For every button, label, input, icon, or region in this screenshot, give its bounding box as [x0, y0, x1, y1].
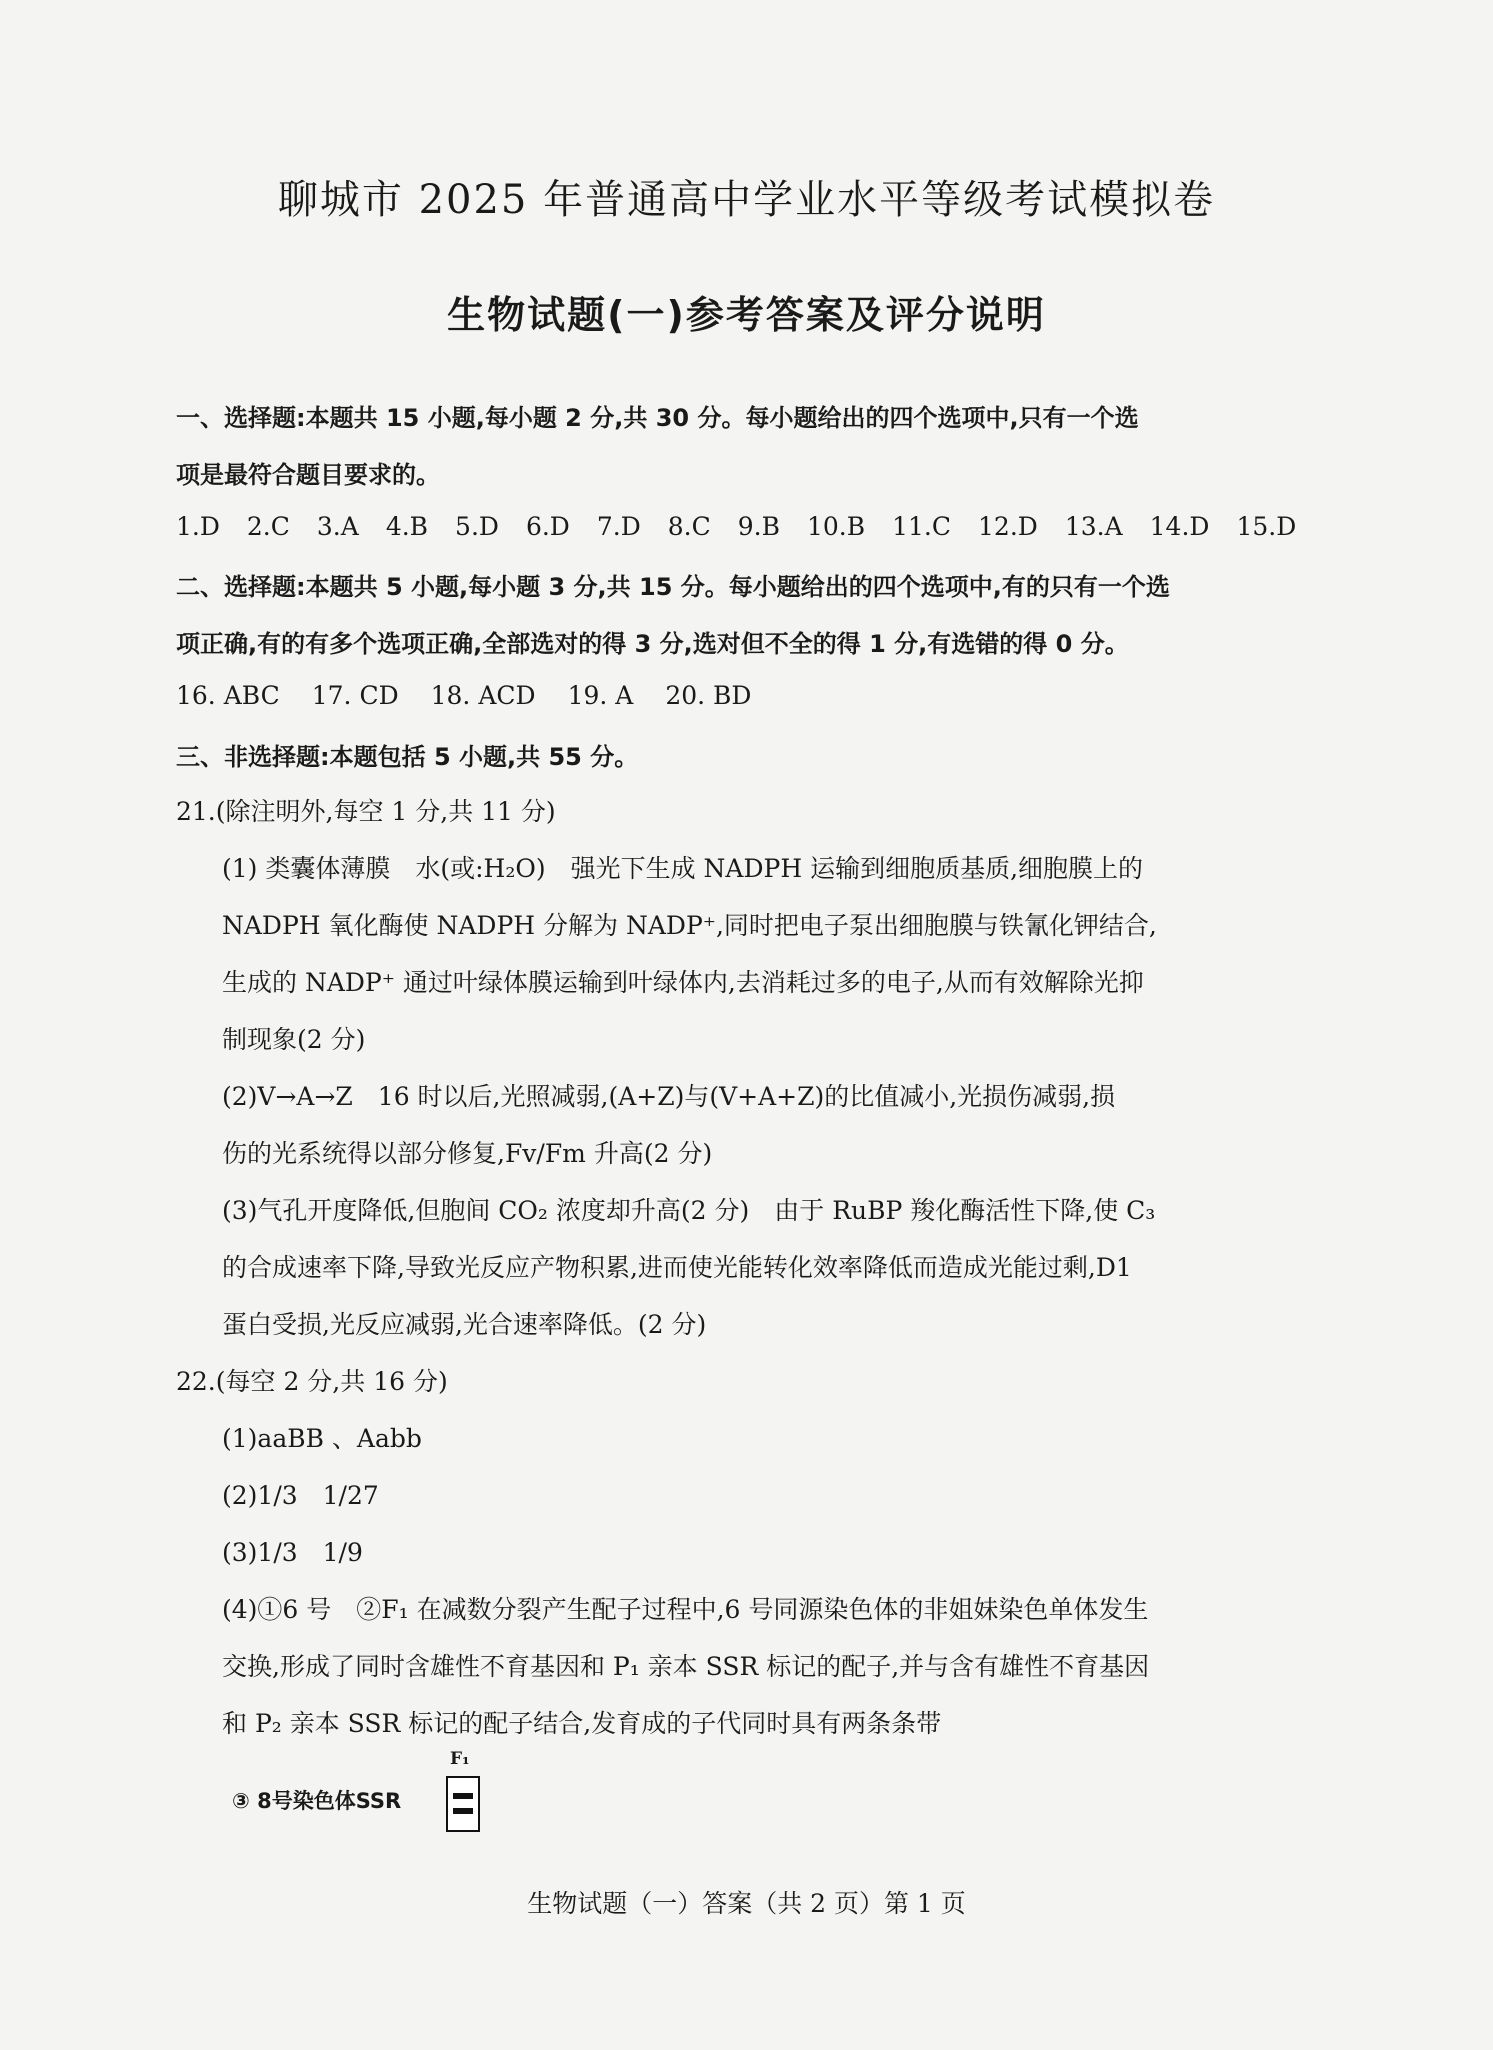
figure-column-label: F₁	[450, 1749, 470, 1769]
q21-line: 的合成速率下降,导致光反应产物积累,进而使光能转化效率降低而造成光能过剩,D1	[222, 1253, 1132, 1282]
answer-item: 17. CD	[311, 681, 399, 710]
answer-item: 3.A	[316, 512, 359, 541]
q21-line: (1) 类囊体薄膜 水(或:H₂O) 强光下生成 NADPH 运输到细胞质基质,细胞膜上的	[222, 854, 1144, 883]
gel-band-lower	[453, 1808, 473, 1814]
section1-answers	[176, 512, 1346, 541]
answer-item: 15.D	[1236, 512, 1297, 541]
answer-item: 10.B	[806, 512, 866, 541]
q21-line: (2)V→A→Z 16 时以后,光照减弱,(A+Z)与(V+A+Z)的比值减小,光损伤减弱,损	[222, 1082, 1116, 1111]
answer-item: 7.D	[596, 512, 641, 541]
answer-item: 18. ACD	[430, 681, 536, 710]
page-footer: 生物试题（一）答案（共 2 页）第 1 页	[527, 1889, 966, 1918]
q21-heading: 21.(除注明外,每空 1 分,共 11 分)	[176, 797, 556, 826]
q22-line: 交换,形成了同时含雄性不育基因和 P₁ 亲本 SSR 标记的配子,并与含有雄性不育基因	[222, 1652, 1150, 1681]
exam-subtitle: 生物试题(一)参考答案及评分说明	[447, 293, 1046, 337]
section1-header-line2: 项是最符合题目要求的。	[176, 461, 440, 489]
answer-item: 13.A	[1064, 512, 1123, 541]
answer-item: 11.C	[892, 512, 952, 541]
answer-item: 4.B	[385, 512, 429, 541]
section2-header-line2: 项正确,有的有多个选项正确,全部选对的得 3 分,选对但不全的得 1 分,有选错的得 0 分。	[176, 630, 1129, 658]
q21-line: 生成的 NADP⁺ 通过叶绿体膜运输到叶绿体内,去消耗过多的电子,从而有效解除光抑	[222, 968, 1144, 997]
q21-line: NADPH 氧化酶使 NADPH 分解为 NADP⁺,同时把电子泵出细胞膜与铁氰化钾结合,	[222, 911, 1157, 940]
q21-line: (3)气孔开度降低,但胞间 CO₂ 浓度却升高(2 分) 由于 RuBP 羧化酶活性下降,使 C₃	[222, 1196, 1156, 1225]
answer-item: 5.D	[455, 512, 499, 541]
section2-header-line1: 二、选择题:本题共 5 小题,每小题 3 分,共 15 分。每小题给出的四个选项中,有的只有一个选	[176, 573, 1170, 601]
answer-item: 19. A	[567, 681, 634, 710]
q21-line: 制现象(2 分)	[222, 1025, 366, 1054]
section3-header: 三、非选择题:本题包括 5 小题,共 55 分。	[176, 743, 639, 771]
q22-line: (4)①6 号 ②F₁ 在减数分裂产生配子过程中,6 号同源染色体的非姐妹染色单体发生	[222, 1595, 1149, 1624]
q22-line: (2)1/3 1/27	[222, 1481, 379, 1510]
q21-line: 伤的光系统得以部分修复,Fv/Fm 升高(2 分)	[222, 1139, 713, 1168]
gel-lane	[446, 1776, 480, 1832]
answer-item: 2.C	[246, 512, 290, 541]
answer-item: 6.D	[525, 512, 570, 541]
answer-item: 12.D	[978, 512, 1038, 541]
figure-label: ③ 8号染色体SSR	[232, 1789, 402, 1813]
q22-line: (3)1/3 1/9	[222, 1538, 363, 1567]
answer-item: 1.D	[176, 512, 220, 541]
answer-item: 8.C	[667, 512, 711, 541]
answer-item: 16. ABC	[176, 681, 280, 710]
exam-title: 聊城市 2025 年普通高中学业水平等级考试模拟卷	[277, 177, 1216, 223]
q22-line: 和 P₂ 亲本 SSR 标记的配子结合,发育成的子代同时具有两条条带	[222, 1709, 942, 1738]
gel-band-upper	[453, 1793, 473, 1799]
q21-line: 蛋白受损,光反应减弱,光合速率降低。(2 分)	[222, 1310, 707, 1339]
answer-item: 9.B	[737, 512, 780, 541]
q22-heading: 22.(每空 2 分,共 16 分)	[176, 1367, 448, 1396]
answer-item: 14.D	[1149, 512, 1210, 541]
answer-item: 20. BD	[665, 681, 752, 710]
q22-line: (1)aaBB 、Aabb	[222, 1424, 422, 1453]
section1-header-line1: 一、选择题:本题共 15 小题,每小题 2 分,共 30 分。每小题给出的四个选项中,只有一个选	[176, 404, 1139, 432]
section2-answers	[176, 681, 1346, 710]
